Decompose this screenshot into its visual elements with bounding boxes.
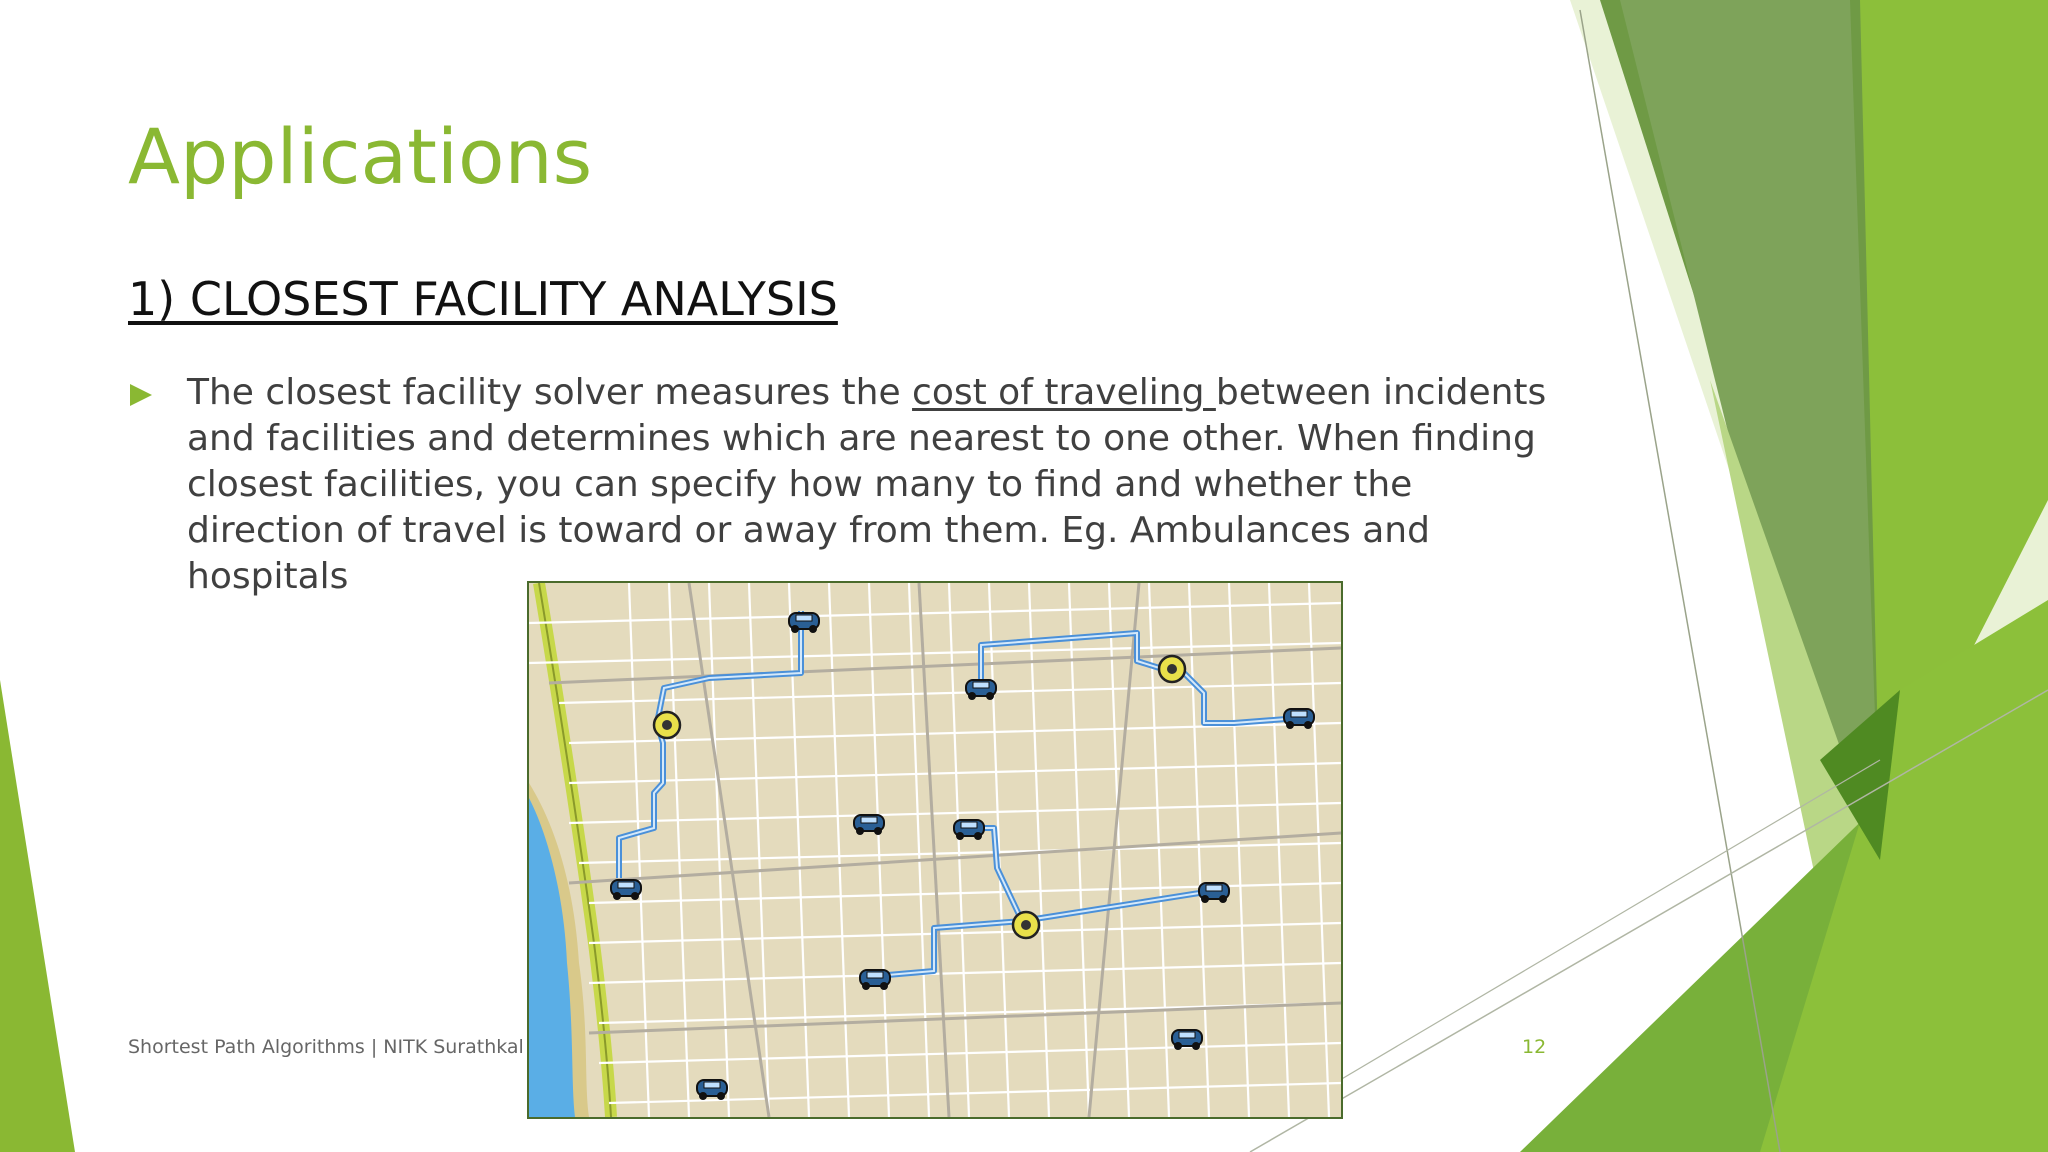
right-mid-triangle bbox=[1620, 0, 1880, 860]
hospital-marker-icon[interactable] bbox=[1013, 912, 1039, 938]
ambulance-car-icon[interactable] bbox=[954, 820, 984, 840]
ambulance-car-icon[interactable] bbox=[611, 880, 641, 900]
slide-title: Applications bbox=[128, 112, 593, 201]
ambulance-car-icon[interactable] bbox=[697, 1080, 727, 1100]
section-heading: 1) CLOSEST FACILITY ANALYSIS bbox=[128, 272, 838, 326]
map-graphic bbox=[529, 583, 1341, 1117]
hospital-marker-icon[interactable] bbox=[654, 712, 680, 738]
page-number: 12 bbox=[1522, 1036, 1547, 1058]
ambulance-car-icon[interactable] bbox=[1172, 1030, 1202, 1050]
bullet-underlined-phrase: cost of traveling bbox=[912, 372, 1216, 413]
bullet-text-end: between incidents and facilities and determines which are nearest to one other. When finding closest facilities, you can specify how many to find and whether the direction of travel is toward or away from them. Eg. Ambulances and hospitals bbox=[187, 372, 1547, 597]
hospital-marker-icon[interactable] bbox=[1159, 656, 1185, 682]
footer-text: Shortest Path Algorithms | NITK Surathkal bbox=[128, 1036, 524, 1058]
bullet-paragraph bbox=[187, 370, 1547, 600]
street-map-figure bbox=[527, 581, 1343, 1119]
ambulance-car-icon[interactable] bbox=[966, 680, 996, 700]
ambulance-car-icon[interactable] bbox=[860, 970, 890, 990]
left-green-wedge bbox=[0, 680, 75, 1152]
ambulance-car-icon[interactable] bbox=[1284, 709, 1314, 729]
ambulance-car-icon[interactable] bbox=[789, 613, 819, 633]
bullet-text-start: The closest facility solver measures the bbox=[187, 372, 913, 413]
bullet-arrow-icon bbox=[130, 384, 152, 406]
ambulance-car-icon[interactable] bbox=[854, 815, 884, 835]
ambulance-car-icon[interactable] bbox=[1199, 883, 1229, 903]
